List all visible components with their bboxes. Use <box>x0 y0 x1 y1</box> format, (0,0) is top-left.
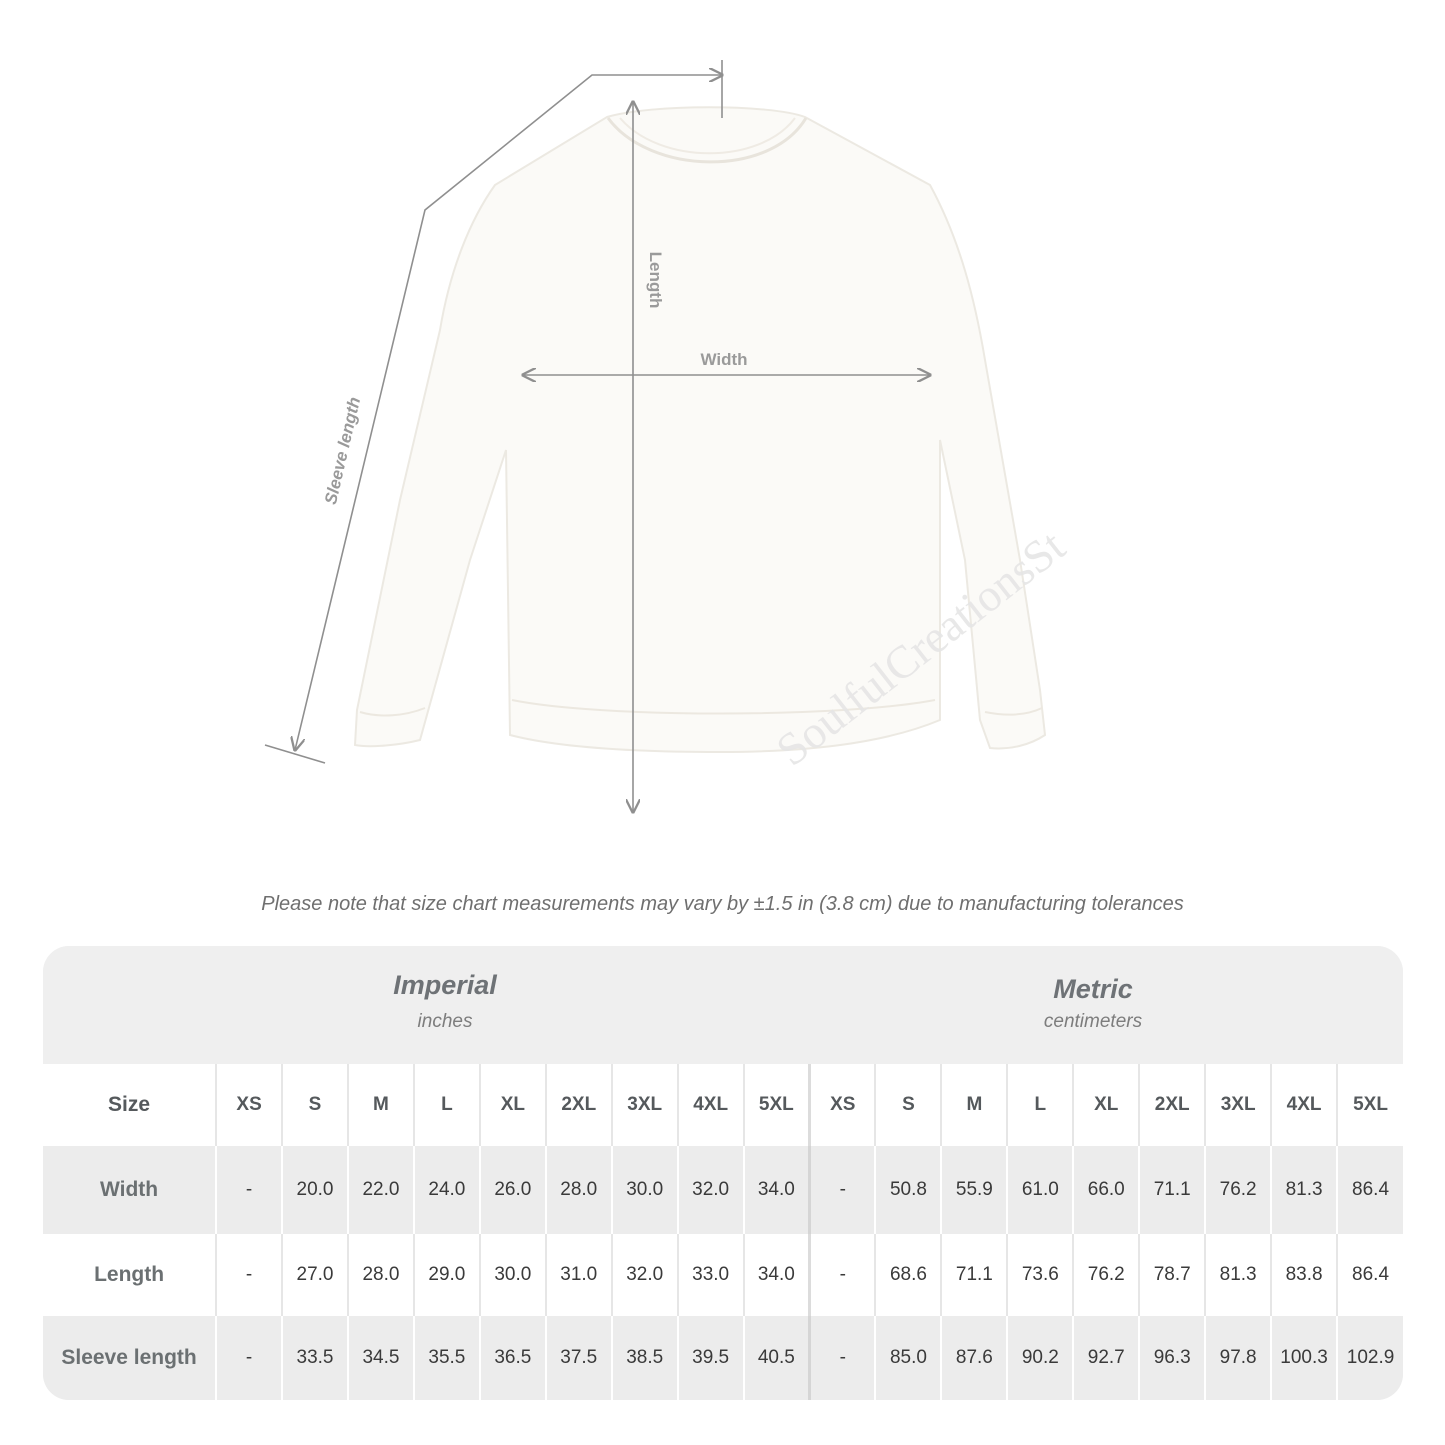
size-header-cell: S <box>282 1064 348 1146</box>
size-header-row <box>43 1064 1403 1146</box>
table-cell: 90.2 <box>1007 1316 1073 1400</box>
table-cell: 71.1 <box>941 1234 1007 1316</box>
table-row <box>43 1146 1403 1234</box>
table-cell: 40.5 <box>744 1316 810 1400</box>
size-header-cell: M <box>941 1064 1007 1146</box>
table-cell: 87.6 <box>941 1316 1007 1400</box>
table-cell: 73.6 <box>1007 1234 1073 1316</box>
table-cell: 35.5 <box>414 1316 480 1400</box>
table-cell: 78.7 <box>1139 1234 1205 1316</box>
imperial-subtitle: inches <box>417 1011 473 1032</box>
table-cell: 34.5 <box>348 1316 414 1400</box>
table-cell: 36.5 <box>480 1316 546 1400</box>
size-header-cell: XS <box>810 1064 876 1146</box>
table-cell: 81.3 <box>1205 1234 1271 1316</box>
size-header-cell: L <box>414 1064 480 1146</box>
table-cell: - <box>810 1316 876 1400</box>
size-header-cell: 3XL <box>612 1064 678 1146</box>
table-cell: 22.0 <box>348 1146 414 1234</box>
width-label: Width <box>700 350 748 369</box>
table-cell: 32.0 <box>612 1234 678 1316</box>
table-cell: 38.5 <box>612 1316 678 1400</box>
row-label: Width <box>43 1146 216 1234</box>
size-header-cell: M <box>348 1064 414 1146</box>
table-cell: 68.6 <box>875 1234 941 1316</box>
table-cell: 34.0 <box>744 1146 810 1234</box>
metric-header <box>863 974 1323 1033</box>
table-cell: 28.0 <box>348 1234 414 1316</box>
table-cell: 96.3 <box>1139 1316 1205 1400</box>
table-row <box>43 1234 1403 1316</box>
imperial-title: Imperial <box>393 970 497 1000</box>
size-header-cell: 5XL <box>744 1064 810 1146</box>
table-cell: - <box>216 1146 282 1234</box>
size-header-cell: XL <box>1073 1064 1139 1146</box>
table-cell: 33.0 <box>678 1234 744 1316</box>
size-header-cell: 4XL <box>678 1064 744 1146</box>
row-label: Length <box>43 1234 216 1316</box>
size-header-cell: XS <box>216 1064 282 1146</box>
length-label: Length <box>646 251 665 309</box>
size-header-cell: 5XL <box>1337 1064 1403 1146</box>
table-cell: 24.0 <box>414 1146 480 1234</box>
table-cell: 37.5 <box>546 1316 612 1400</box>
table-cell: 34.0 <box>744 1234 810 1316</box>
table-cell: 29.0 <box>414 1234 480 1316</box>
table-cell: 30.0 <box>480 1234 546 1316</box>
watermark: SoulfulCreationsSt <box>766 519 1075 776</box>
table-cell: 20.0 <box>282 1146 348 1234</box>
table-cell: 100.3 <box>1271 1316 1337 1400</box>
table-cell: 61.0 <box>1007 1146 1073 1234</box>
row-label: Sleeve length <box>43 1316 216 1400</box>
table-cell: - <box>810 1234 876 1316</box>
table-cell: 66.0 <box>1073 1146 1139 1234</box>
table-cell: 55.9 <box>941 1146 1007 1234</box>
table-cell: 86.4 <box>1337 1234 1403 1316</box>
table-cell: - <box>810 1146 876 1234</box>
table-cell: 102.9 <box>1337 1316 1403 1400</box>
table-cell: 50.8 <box>875 1146 941 1234</box>
table-cell: 39.5 <box>678 1316 744 1400</box>
table-cell: 85.0 <box>875 1316 941 1400</box>
metric-subtitle: centimeters <box>1043 1011 1143 1032</box>
size-header-cell: 4XL <box>1271 1064 1337 1146</box>
table-cell: 30.0 <box>612 1146 678 1234</box>
size-chart <box>43 946 1403 1400</box>
table-cell: 32.0 <box>678 1146 744 1234</box>
size-table <box>43 1064 1403 1400</box>
table-cell: 31.0 <box>546 1234 612 1316</box>
metric-title: Metric <box>1053 974 1133 1004</box>
table-cell: 76.2 <box>1205 1146 1271 1234</box>
table-cell: 33.5 <box>282 1316 348 1400</box>
size-header-cell: 3XL <box>1205 1064 1271 1146</box>
size-header-cell: 2XL <box>546 1064 612 1146</box>
tolerance-note: Please note that size chart measurements may vary by ±1.5 in (3.8 cm) due to manufacturing tolerances <box>261 893 1184 915</box>
row-label: Size <box>43 1064 216 1146</box>
table-cell: 86.4 <box>1337 1146 1403 1234</box>
units-header <box>43 946 1403 1064</box>
table-cell: 92.7 <box>1073 1316 1139 1400</box>
size-header-cell: L <box>1007 1064 1073 1146</box>
table-cell: 76.2 <box>1073 1234 1139 1316</box>
table-cell: 71.1 <box>1139 1146 1205 1234</box>
table-cell: - <box>216 1316 282 1400</box>
table-cell: 28.0 <box>546 1146 612 1234</box>
imperial-header <box>215 970 675 1033</box>
table-cell: - <box>216 1234 282 1316</box>
table-cell: 27.0 <box>282 1234 348 1316</box>
table-row <box>43 1316 1403 1400</box>
size-header-cell: XL <box>480 1064 546 1146</box>
table-cell: 97.8 <box>1205 1316 1271 1400</box>
table-cell: 83.8 <box>1271 1234 1337 1316</box>
size-header-cell: S <box>875 1064 941 1146</box>
size-header-cell: 2XL <box>1139 1064 1205 1146</box>
table-cell: 81.3 <box>1271 1146 1337 1234</box>
table-cell: 26.0 <box>480 1146 546 1234</box>
sleeve-length-label: Sleeve length <box>321 395 365 507</box>
